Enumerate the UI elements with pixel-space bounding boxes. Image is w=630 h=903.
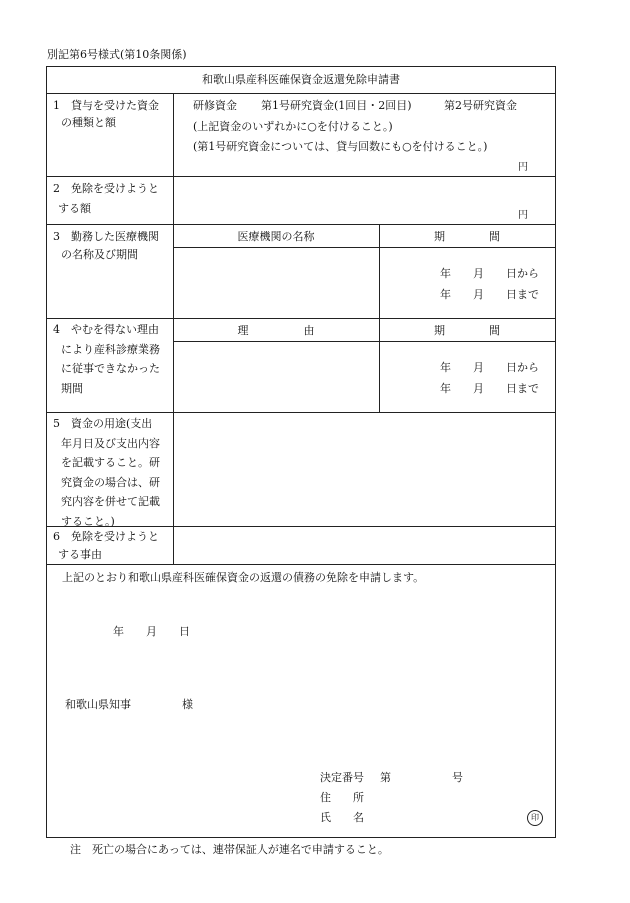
divider-row1 [46, 176, 556, 177]
row5-label [53, 414, 160, 531]
row1-label-line2: の種類と額 [61, 116, 116, 129]
row1-label-line1: 1 貸与を受けた資金 [53, 99, 159, 112]
addressee-governor: 和歌山県知事 [65, 698, 131, 711]
row5-label-line1: 5 資金の用途(支出 [53, 417, 153, 430]
row2-label-line2: する額 [58, 202, 91, 215]
table-border-right [555, 66, 556, 837]
decision-number-go: 号 [452, 771, 463, 784]
row6-label-line1: 6 免除を受けようと [53, 530, 159, 543]
divider-title [46, 93, 556, 94]
footer-note: 注 死亡の場合にあっては、連帯保証人が連名で申請すること。 [70, 843, 389, 856]
applicant-address-label: 住 所 [320, 791, 364, 804]
row3-label-line1: 3 勤務した医療機関 [53, 230, 159, 243]
row6-label-line2: する事由 [58, 548, 102, 561]
addressee-honorific: 様 [182, 698, 193, 711]
divider-row3 [46, 318, 556, 319]
row2-yen-unit: 円 [518, 210, 528, 221]
row4-column-period: 期 間 [434, 324, 500, 337]
row4-column-reason: 理 由 [237, 324, 315, 337]
row2-label-line1: 2 免除を受けようと [53, 182, 159, 195]
divider-row4 [46, 412, 556, 413]
row4-label-line4: 期間 [61, 381, 83, 395]
option-research-funds-2[interactable]: 第2号研究資金 [444, 99, 517, 112]
seal-icon: 印 [527, 810, 543, 826]
row4-period-from: 年 月 日から [440, 361, 539, 374]
application-date: 年 月 日 [113, 625, 190, 638]
option-training-funds[interactable]: 研修資金 [193, 99, 237, 112]
divider-row6 [46, 564, 556, 565]
row4-label-line3: に従事できなかった [61, 362, 160, 375]
row3-period-from: 年 月 日から [440, 267, 539, 280]
table-border-bottom [46, 837, 556, 838]
divider-row2 [46, 224, 556, 225]
row3-column-period: 期 間 [434, 230, 500, 243]
declaration-statement: 上記のとおり和歌山県産科医確保資金の返還の債務の免除を申請します。 [62, 571, 425, 584]
row1-note-1: (上記資金のいずれかに○を付けること。) [193, 120, 393, 133]
table-border-top [46, 66, 556, 67]
form-title: 和歌山県産科医確保資金返還免除申請書 [202, 73, 400, 86]
row3-period-to: 年 月 日まで [440, 288, 539, 301]
row1-yen-unit: 円 [518, 162, 528, 173]
row4-label [53, 320, 160, 398]
option-research-funds-1[interactable]: 第1号研究資金(1回目・2回目) [261, 99, 412, 112]
row5-label-line5: 究内容を併せて記載 [61, 495, 160, 508]
row5-label-line2: 年月日及び支出内容 [61, 436, 160, 450]
decision-number-label: 決定番号 [320, 771, 364, 784]
table-border-left [46, 66, 47, 837]
row5-label-line6: すること。) [61, 514, 115, 528]
row1-note-2: (第1号研究資金については、貸与回数にも○を付けること。) [193, 140, 488, 153]
row4-label-line1: 4 やむを得ない理由 [53, 323, 159, 336]
row5-label-line4: 究資金の場合は、研 [61, 475, 160, 489]
applicant-name-label: 氏 名 [320, 811, 364, 824]
row3-column-institution-name: 医療機関の名称 [237, 230, 315, 243]
form-number-label: 別記第6号様式(第10条関係) [47, 48, 187, 61]
row4-period-to: 年 月 日まで [440, 382, 539, 395]
decision-number-dai: 第 [380, 771, 391, 784]
row5-label-line3: を記載すること。研 [61, 456, 160, 469]
row4-label-line2: により産科診療業務 [61, 342, 160, 356]
divider-row3-header [173, 247, 556, 248]
row3-label-line2: の名称及び期間 [61, 248, 138, 261]
divider-row4-header [173, 341, 556, 342]
